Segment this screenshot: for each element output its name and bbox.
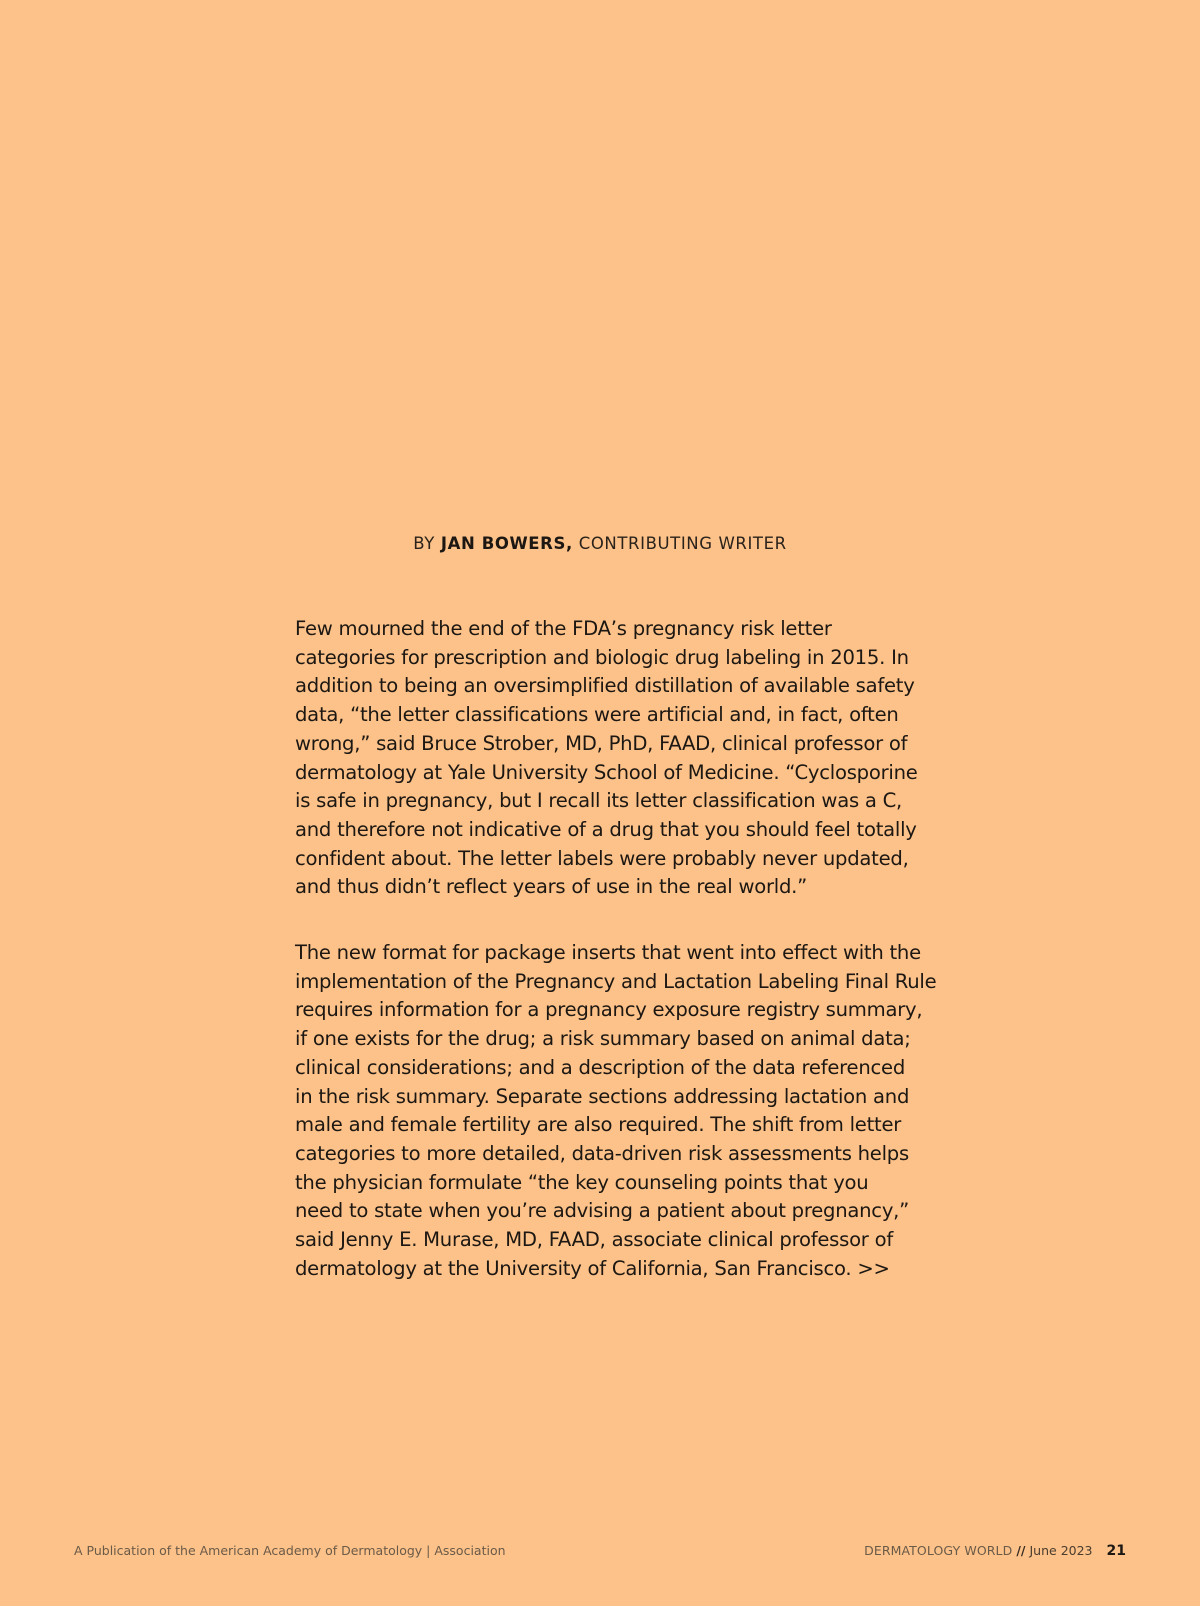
text-line: The new format for package inserts that went into effect with the xyxy=(295,941,921,964)
text-line: said Jenny E. Murase, MD, FAAD, associate clinical professor of xyxy=(295,1228,893,1252)
text-line: data, “the letter classifications were artificial and, in fact, often xyxy=(295,703,899,727)
text-line: Few mourned the end of the FDA’s pregnancy risk letter xyxy=(295,617,832,640)
footer-publisher: A Publication of the American Academy of Dermatology | Association xyxy=(74,1543,506,1558)
footer-magazine-name: DERMATOLOGY WORLD xyxy=(864,1543,1013,1558)
text-line: dermatology at Yale University School of Medicine. “Cyclosporine xyxy=(295,760,918,784)
paragraph-text xyxy=(295,939,937,1283)
text-line: male and female fertility are also required. The shift from letter xyxy=(295,1113,902,1137)
byline-author: JAN BOWERS, xyxy=(440,534,573,553)
text-line: implementation of the Pregnancy and Lactation Labeling Final Rule xyxy=(295,969,937,993)
text-line: wrong,” said Bruce Strober, MD, PhD, FAAD, clinical professor of xyxy=(295,731,908,755)
text-line: dermatology at the University of California, San Francisco. >> xyxy=(295,1256,890,1280)
text-line: addition to being an oversimplified distillation of available safety xyxy=(295,674,915,698)
text-line: categories for prescription and biologic drug labeling in 2015. In xyxy=(295,645,909,669)
article-paragraph-2 xyxy=(295,939,937,1283)
footer-separator: // xyxy=(1016,1543,1026,1558)
paragraph-text xyxy=(295,615,918,902)
page-number: 21 xyxy=(1106,1543,1126,1559)
footer-issue-info xyxy=(864,1543,1126,1559)
text-line: requires information for a pregnancy exposure registry summary, xyxy=(295,998,923,1022)
byline xyxy=(0,534,1200,553)
text-line: clinical considerations; and a description of the data referenced xyxy=(295,1055,906,1079)
text-line: confident about. The letter labels were probably never updated, xyxy=(295,846,909,870)
footer-issue-date: June 2023 xyxy=(1029,1543,1093,1558)
text-line: is safe in pregnancy, but I recall its letter classification was a C, xyxy=(295,789,903,813)
text-line: and therefore not indicative of a drug that you should feel totally xyxy=(295,817,917,841)
text-line: need to state when you’re advising a patient about pregnancy,” xyxy=(295,1199,910,1223)
article-paragraph-1 xyxy=(295,615,918,902)
byline-prefix: BY xyxy=(413,534,435,553)
text-line: the physician formulate “the key counseling points that you xyxy=(295,1170,869,1194)
text-line: in the risk summary. Separate sections addressing lactation and xyxy=(295,1084,910,1108)
text-line: categories to more detailed, data-driven risk assessments helps xyxy=(295,1141,909,1165)
text-line: and thus didn’t reflect years of use in the real world.” xyxy=(295,875,808,899)
text-line: if one exists for the drug; a risk summary based on animal data; xyxy=(295,1027,911,1051)
byline-role: CONTRIBUTING WRITER xyxy=(578,534,787,553)
